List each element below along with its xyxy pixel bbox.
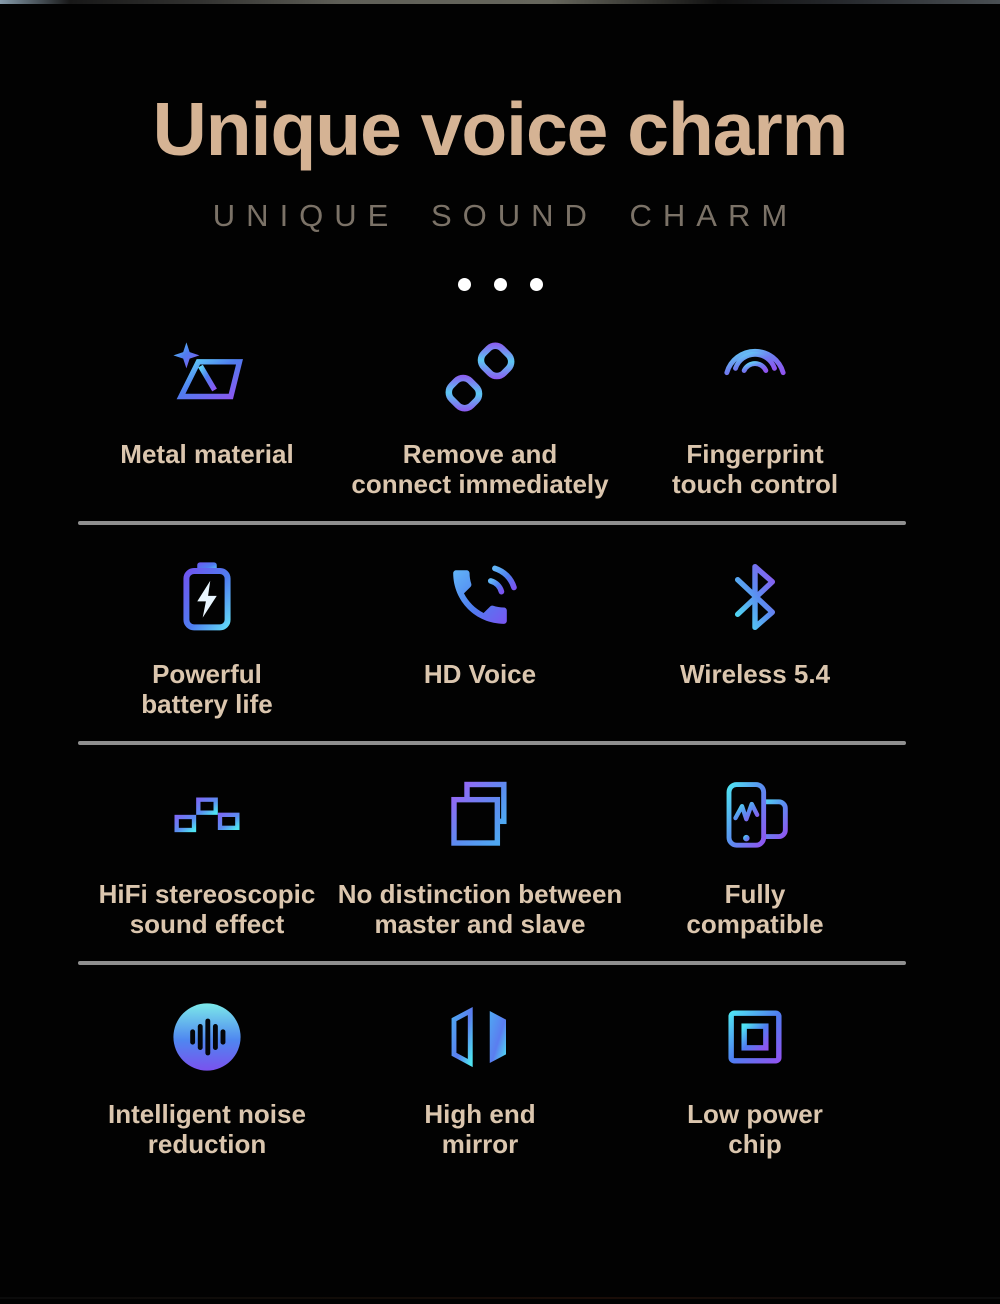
overlapping-squares-icon	[441, 771, 519, 863]
top-edge-strip	[0, 0, 1000, 4]
mirror-icon	[441, 991, 519, 1083]
feature-label: Fully compatible	[686, 879, 824, 939]
feature-label: Metal material	[120, 439, 294, 469]
section-divider	[78, 741, 906, 745]
phone-compatibility-icon	[716, 771, 794, 863]
feature-label: Remove and connect immediately	[351, 439, 609, 499]
feature-master-slave	[337, 771, 623, 939]
feature-chip	[606, 991, 904, 1159]
feature-wireless	[606, 551, 904, 689]
feature-label: HD Voice	[423, 659, 537, 689]
pagination-dots	[0, 278, 1000, 291]
phone-call-icon	[441, 551, 519, 643]
header	[0, 0, 1000, 291]
bottom-edge-strip	[0, 1297, 1000, 1299]
chain-link-icon	[441, 331, 519, 423]
feature-row-1	[60, 331, 904, 499]
feature-remove-connect	[351, 331, 609, 499]
feature-noise-reduction	[60, 991, 354, 1159]
feature-label: Powerful battery life	[141, 659, 273, 719]
feature-row-4	[60, 991, 904, 1159]
equalizer-sliders-icon	[168, 771, 246, 863]
carousel-dot	[530, 278, 543, 291]
feature-grid	[0, 331, 1000, 1159]
feature-mirror	[354, 991, 606, 1159]
battery-charging-icon	[168, 551, 246, 643]
feature-label: Wireless 5.4	[679, 659, 831, 689]
fingerprint-icon	[716, 331, 794, 423]
feature-hifi	[60, 771, 354, 939]
sound-wave-circle-icon	[168, 991, 246, 1083]
feature-hd-voice	[354, 551, 606, 689]
feature-row-3	[60, 771, 904, 939]
feature-label: No distinction between master and slave	[337, 879, 623, 939]
chip-icon	[716, 991, 794, 1083]
page-subtitle: UNIQUE SOUND CHARM	[212, 198, 799, 233]
metal-sheet-sparkle-icon	[168, 331, 246, 423]
section-divider	[78, 521, 906, 525]
feature-label: High end mirror	[424, 1099, 536, 1159]
feature-compatible	[606, 771, 904, 939]
carousel-dot	[458, 278, 471, 291]
feature-fingerprint	[606, 331, 904, 499]
bluetooth-icon	[716, 551, 794, 643]
page-title: Unique voice charm	[152, 87, 848, 171]
feature-label: Fingerprint touch control	[671, 439, 839, 499]
feature-battery	[60, 551, 354, 719]
feature-label: Intelligent noise reduction	[108, 1099, 306, 1159]
carousel-dot	[494, 278, 507, 291]
feature-metal-material	[60, 331, 354, 469]
feature-row-2	[60, 551, 904, 719]
feature-label: Low power chip	[687, 1099, 823, 1159]
feature-label: HiFi stereoscopic sound effect	[98, 879, 316, 939]
section-divider	[78, 961, 906, 965]
